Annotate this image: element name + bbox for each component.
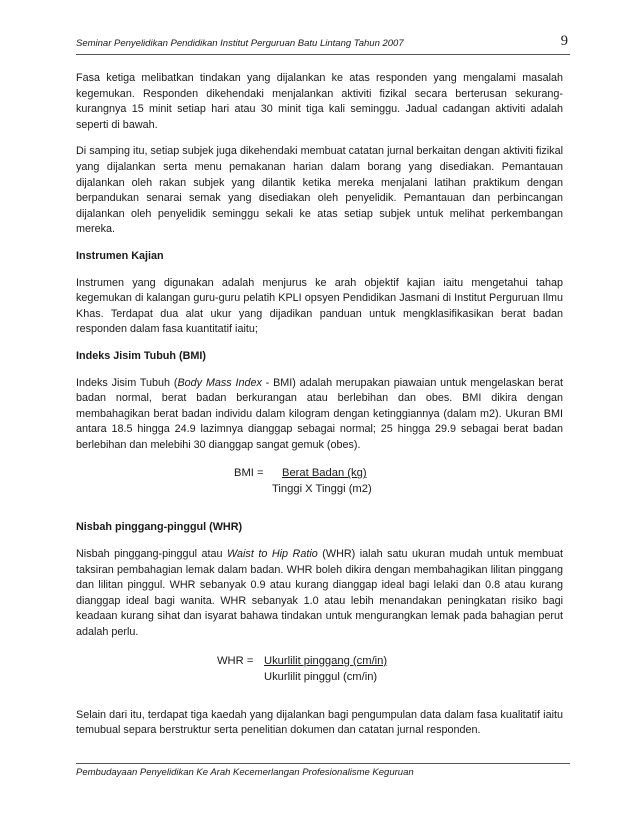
page-footer: Pembudayaan Penyelidikan Ke Arah Kecemerlangan Profesionalisme Keguruan [76,763,570,778]
paragraph-qualitative-methods: Selain dari itu, terdapat tiga kaedah yang dijalankan bagi pengumpulan data dalam fasa kualitatif iaitu temubual separa berstruktur serta penelitian dokumen dan catatan jurnal responden. [76,708,563,737]
paragraph-journal-monitoring: Di samping itu, setiap subjek juga dikehendaki membuat catatan jurnal berkaitan dengan aktiviti fizikal yang dijalankan serta menu pemakanan harian dalam borang yang disediakan. Pemantauan dijalankan oleh rakan subjek yang dilantik ketika mereka menjalani latihan praktikum dengan berpandukan senarai semak yang disediakan oleh penyelidik. Pemantauan dan perbincangan dijalankan oleh penyelidik seminggu sekali ke atas setiap subjek untuk melihat perkembangan mereka. [76,145,563,236]
paragraph-instruments: Instrumen yang digunakan adalah menjurus ke arah objektif kajian iaitu mengetahui tahap kegemukan di kalangan guru-guru pelatih KPLI opsyen Pendidikan Jasmani di Institut Perguruan Ilmu Khas. Terdapat dua alat ukur yang dijadikan panduan untuk mengklasifikasikan berat badan responden dalam fasa kuantitatif iaitu; [76,276,563,336]
whr-formula-lhs: WHR = [217,654,254,667]
heading-bmi: Indeks Jisim Tubuh (BMI) [76,349,206,362]
bmi-formula-numerator: Berat Badan (kg) [282,467,367,480]
bmi-term-italic: Body Mass Index [177,376,262,389]
whr-text-start: Nisbah pinggang-pinggul atau [76,548,228,561]
bmi-text-start: Indeks Jisim Tubuh ( [76,376,178,389]
whr-formula-denominator: Ukurlilit pinggul (cm/in) [264,670,378,683]
bmi-formula [76,464,563,520]
whr-formula [76,652,563,708]
paragraph-whr [76,547,563,641]
body-content [76,71,563,750]
heading-whr: Nisbah pinggang-pinggul (WHR) [76,521,243,534]
header-title: Seminar Penyelidikan Pendidikan Institut Perguruan Batu Lintang Tahun 2007 [76,38,404,49]
paragraph-bmi [76,376,563,454]
page-number: 9 [560,33,568,49]
whr-text-rest: (WHR) ialah satu ukuran mudah untuk membuat taksiran pembahagian lemak dalam badan. WHR boleh dikira dengan membahagikan lilitan pinggang dan lilitan pinggul. WHR sebanyak 0.9 atau kurang dianggap ideal bagi lelaki dan 0.8 atau kurang dianggap ideal bagi wanita. WHR sebanyak 1.0 atau lebih menandakan peningkatan risiko bagi keadaan kurang sihat dan isyarat bahawa tindakan untuk mengurangkan lemak pada bahagian perut adalah perlu. [76,548,563,639]
whr-term-italic: Waist to Hip Ratio [227,548,318,561]
whr-formula-numerator: Ukurlilit pinggang (cm/in) [264,654,388,667]
paragraph-phase-three: Fasa ketiga melibatkan tindakan yang dijalankan ke atas responden yang mengalami masalah kegemukan. Responden dikehendaki menjalankan aktiviti fizikal secara berterusan sekurang-kurangnya 15 minit setiap hari atau 30 minit tiga kali seminggu. Jadual cadangan aktiviti adalah seperti di bawah. [76,72,563,131]
page-header [76,33,570,55]
bmi-text-rest: - BMI) adalah merupakan piawaian untuk mengelaskan berat badan normal, berat badan berkurangan atau berlebihan dan obes. BMI dikira dengan membahagikan berat badan individu dalam kilogram dengan ketinggiannya (dalam m2). Ukuran BMI antara 18.5 hingga 24.9 lazimnya dianggap sebagai normal; 25 hingga 29.9 sebagai berat badan berlebihan dan melebihi 30 dianggap sangat gemuk (obes). [76,376,564,451]
bmi-formula-denominator: Tinggi X Tinggi (m2) [272,483,372,496]
bmi-formula-lhs: BMI = [234,467,264,480]
heading-instrumen-kajian: Instrumen Kajian [76,249,164,262]
